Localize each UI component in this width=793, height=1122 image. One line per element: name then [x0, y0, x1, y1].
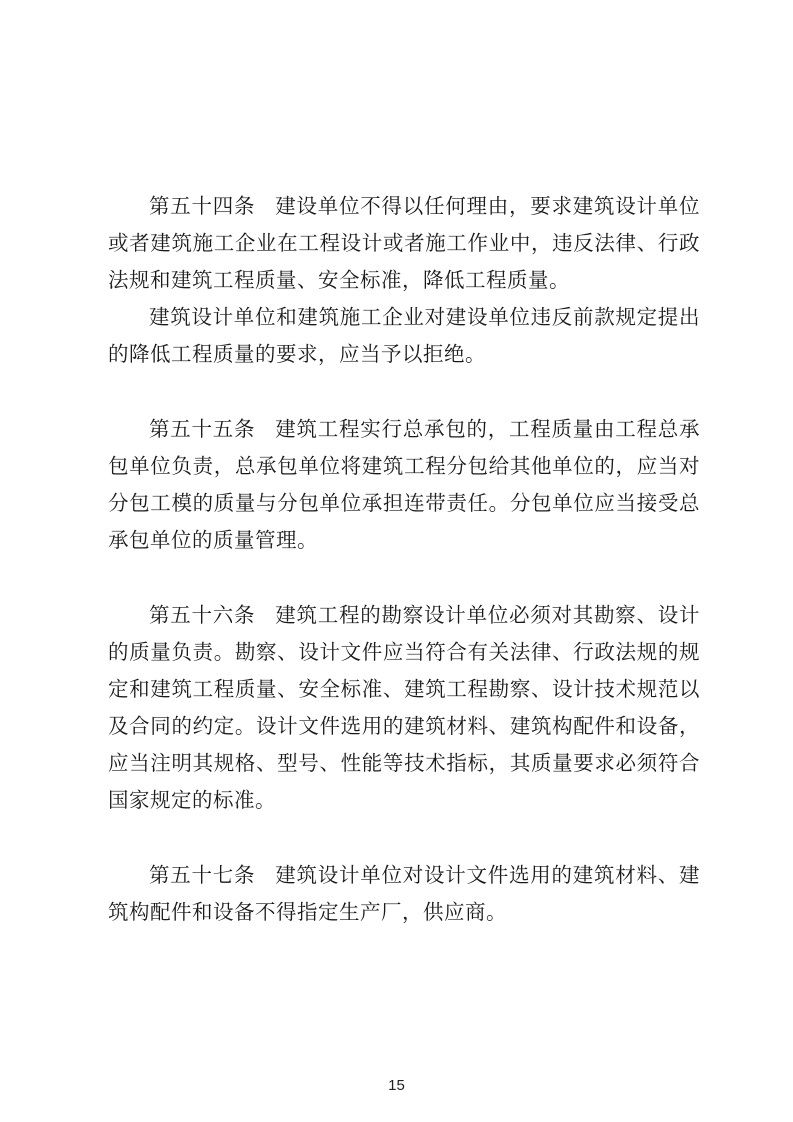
article-55: [108, 411, 700, 559]
article-text: 建筑工程的勘察设计单位必须对其勘察、设计的质量负责。勘察、设计文件应当符合有关法律、行政法规的规定和建筑工程质量、安全标准、建筑工程勘察、设计技术规范以及合同的约定。设计文件选用的建筑材料、建筑构配件和设备，应当注明其规格、型号、性能等技术指标，其质量要求必须符合国家规定的标准。: [108, 603, 700, 812]
article-54: [108, 188, 700, 373]
article-text: 建筑设计单位对设计文件选用的建筑材料、建筑构配件和设备不得指定生产厂，供应商。: [108, 863, 700, 924]
article-paragraph: [108, 188, 700, 299]
article-57: [108, 857, 700, 931]
article-paragraph: [108, 857, 700, 931]
page-number: 15: [388, 1077, 405, 1094]
article-paragraph: [108, 411, 700, 559]
article-56: [108, 597, 700, 819]
article-number: 第五十四条: [149, 194, 256, 218]
article-text: 建筑工程实行总承包的，工程质量由工程总承包单位负责，总承包单位将建筑工程分包给其他单位的，应当对分包工模的质量与分包单位承担连带责任。分包单位应当接受总承包单位的质量管理。: [108, 417, 700, 552]
article-paragraph: [108, 597, 700, 819]
article-text: 建设单位不得以任何理由，要求建筑设计单位或者建筑施工企业在工程设计或者施工作业中，违反法律、行政法规和建筑工程质量、安全标准，降低工程质量。: [108, 194, 700, 292]
article-number: 第五十五条: [149, 417, 256, 441]
article-number: 第五十七条: [149, 863, 256, 887]
article-paragraph: [108, 299, 700, 373]
article-number: 第五十六条: [149, 603, 256, 627]
article-text: 建筑设计单位和建筑施工企业对建设单位违反前款规定提出的降低工程质量的要求，应当予以拒绝。: [108, 305, 700, 366]
document-body: [108, 188, 700, 931]
